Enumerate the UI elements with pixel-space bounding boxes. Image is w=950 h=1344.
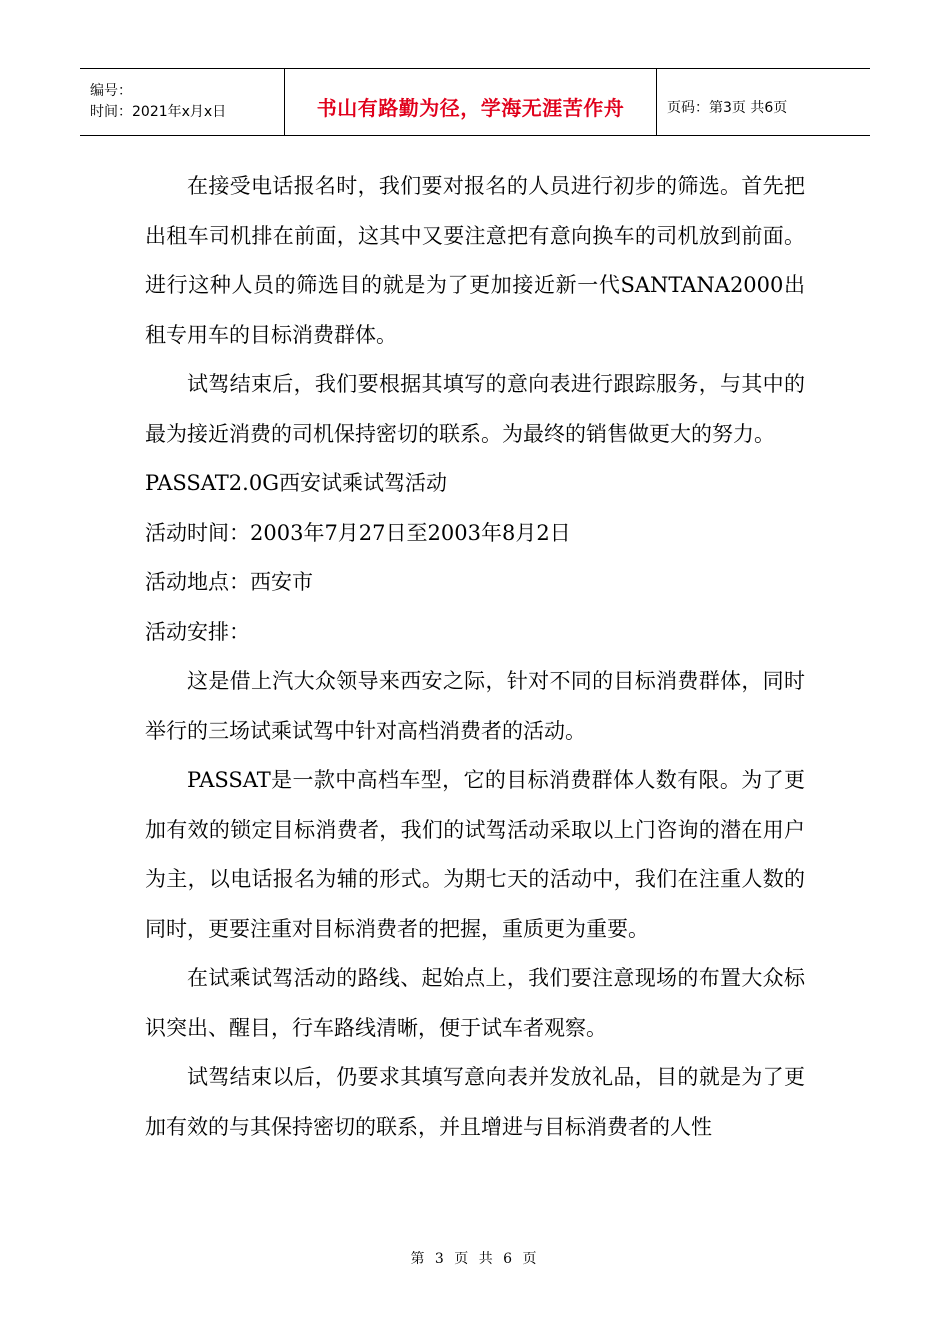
document-number-label: 编号： [90, 83, 132, 99]
page-footer: 第 3 页 共 6 页 [410, 1251, 540, 1267]
header-motto: 书山有路勤为径，学海无涯苦作舟 [316, 95, 625, 120]
paragraph-event-context: 这是借上汽大众领导来西安之际，针对不同的目标消费群体，同时举行的三场试乘试驾中针对高档消费者的活动。 [145, 669, 805, 743]
section-heading-passat-event: PASSAT2.0G西安试乘试驾活动 [145, 471, 447, 495]
header-meta [80, 69, 284, 135]
paragraph-passat-target: PASSAT是一款中高档车型，它的目标消费群体人数有限。为了更加有效的锁定目标消费者，我们的试驾活动采取以上门咨询的潜在用户为主，以电话报名为辅的形式。为期七天的活动中，我们在注重人数的同时，更要注重对目标消费者的把握，重质更为重要。 [145, 768, 805, 941]
paragraph-phone-screening: 在接受电话报名时，我们要对报名的人员进行初步的筛选。首先把出租车司机排在前面，这其中又要注意把有意向换车的司机放到前面。进行这种人员的筛选目的就是为了更加接近新一代SANTANA2000出租专用车的目标消费群体。 [145, 174, 805, 347]
event-arrangement-label: 活动安排： [145, 619, 250, 644]
document-date-label: 时间：2021年x月x日 [90, 104, 227, 120]
page-header [80, 68, 870, 136]
paragraph-after-drive: 试驾结束以后，仍要求其填写意向表并发放礼品，目的就是为了更加有效的与其保持密切的联系，并且增进与目标消费者的人性 [145, 1065, 805, 1139]
header-page-label: 页码：第3页 共6页 [667, 100, 788, 116]
event-location: 活动地点：西安市 [145, 570, 313, 594]
paragraph-follow-up: 试驾结束后，我们要根据其填写的意向表进行跟踪服务，与其中的最为接近消费的司机保持密切的联系。为最终的销售做更大的努力。 [145, 372, 805, 446]
paragraph-route-setup: 在试乘试驾活动的路线、起始点上，我们要注意现场的布置大众标识突出、醒目，行车路线清晰，便于试车者观察。 [145, 966, 805, 1040]
event-time: 活动时间：2003年7月27日至2003年8月2日 [145, 520, 571, 545]
document-body [145, 162, 805, 1152]
header-motto-cell [284, 69, 657, 135]
header-page-cell [657, 69, 870, 135]
